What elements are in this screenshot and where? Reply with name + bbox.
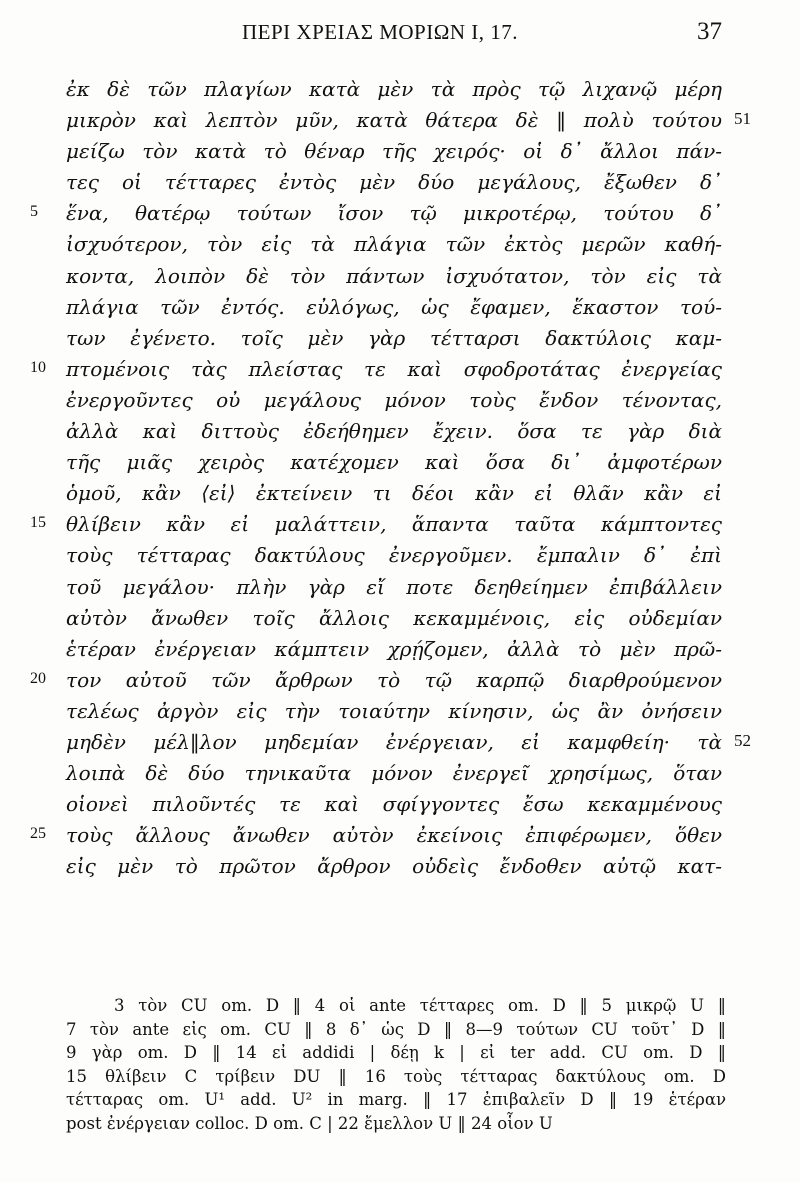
line-text: ἰσχυότερον, τὸν εἰς τὰ πλάγια τῶν ἐκτὸς μερῶν καθή- xyxy=(66,232,722,257)
line-text: μηδὲν μέλ‖λον μηδεμίαν ἐνέργειαν, εἰ καμφθείη· τὰ xyxy=(66,729,722,754)
text-line xyxy=(0,292,800,323)
text-line xyxy=(0,820,800,851)
text-line xyxy=(0,540,800,571)
line-text: τον αὐτοῦ τῶν ἄρθρων τὸ τῷ καρπῷ διαρθρούμενον xyxy=(66,667,722,692)
line-text: ὁμοῦ, κἂν ⟨εἰ⟩ ἐκτείνειν τι δέοι κἂν εἰ θλᾶν κἂν εἰ xyxy=(66,481,722,506)
text-line xyxy=(0,229,800,260)
apparatus-line: 15 θλίβειν C τρίβειν DU ‖ 16 τοὺς τέτταρας δακτύλους om. D xyxy=(66,1066,726,1086)
text-line xyxy=(0,354,800,385)
text-line xyxy=(0,665,800,696)
line-text: πλάγια τῶν ἐντός. εὐλόγως, ὡς ἔφαμεν, ἕκαστον τού- xyxy=(66,294,722,319)
line-number: 10 xyxy=(30,358,46,376)
line-text: ἐνεργοῦντες οὐ μεγάλους μόνον τοὺς ἔνδον τένοντας, xyxy=(66,387,722,412)
running-head xyxy=(0,18,800,48)
line-text: τοὺς τέτταρας δακτύλους ἐνεργοῦμεν. ἔμπαλιν δ᾿ ἐπὶ xyxy=(66,543,722,568)
text-line xyxy=(0,509,800,540)
text-line xyxy=(0,727,800,758)
line-text: μικρὸν καὶ λεπτὸν μῦν, κατὰ θάτερα δὲ ‖ πολὺ τούτου xyxy=(66,108,722,133)
line-text: ἐκ δὲ τῶν πλαγίων κατὰ μὲν τὰ πρὸς τῷ λιχανῷ μέρη xyxy=(66,77,722,101)
line-text: λοιπὰ δὲ δύο τηνικαῦτα μόνον ἐνεργεῖ χρησίμως, ὅταν xyxy=(66,761,722,786)
margin-reference-number: 51 xyxy=(734,109,751,129)
line-text: θλίβειν κἂν εἰ μαλάττειν, ἅπαντα ταῦτα κάμπτοντες xyxy=(66,512,722,537)
line-number: 20 xyxy=(30,669,46,687)
line-text: μείζω τὸν κατὰ τὸ θέναρ τῆς χειρός· οἱ δ᾿ ἄλλοι πάν- xyxy=(66,139,722,164)
line-text: τοὺς ἄλλους ἄνωθεν αὐτὸν ἐκείνοις ἐπιφέρωμεν, ὅθεν xyxy=(66,823,722,848)
page-number: 37 xyxy=(697,18,722,45)
line-text: τες οἱ τέτταρες ἐντὸς μὲν δύο μεγάλους, ἔξωθεν δ᾿ xyxy=(66,170,722,195)
apparatus-line: 7 τὸν ante εἰς om. CU ‖ 8 δ᾿ ὡς D ‖ 8—9 τούτων CU τοῦτ᾿ D ‖ xyxy=(66,1019,726,1039)
apparatus-line: post ἐνέργειαν colloc. D om. C | 22 ἔμελλον U ‖ 24 οἷον U xyxy=(66,1113,553,1133)
apparatus-line: 9 γὰρ om. D ‖ 14 εἰ addidi | δέῃ k | εἰ ter add. CU om. D ‖ xyxy=(66,1043,726,1062)
text-line xyxy=(0,105,800,136)
text-line xyxy=(0,416,800,447)
text-line xyxy=(0,572,800,603)
text-line xyxy=(0,603,800,634)
text-line xyxy=(0,198,800,229)
greek-text-body xyxy=(0,74,800,882)
line-number: 15 xyxy=(30,514,46,532)
text-line xyxy=(0,758,800,789)
text-line xyxy=(0,696,800,727)
line-text: εἰς μὲν τὸ πρῶτον ἄρθρον οὐδεὶς ἔνδοθεν αὐτῷ κατ- xyxy=(66,854,722,879)
line-text: κοντα, λοιπὸν δὲ τὸν πάντων ἰσχυότατον, τὸν εἰς τὰ xyxy=(66,263,722,288)
line-number: 25 xyxy=(30,825,46,843)
margin-reference-number: 52 xyxy=(734,730,751,750)
text-line xyxy=(0,74,800,105)
line-text: τοῦ μεγάλου· πλὴν γὰρ εἴ ποτε δεηθείημεν ἐπιβάλλειν xyxy=(66,574,722,599)
text-line xyxy=(0,323,800,354)
text-line xyxy=(0,136,800,167)
critical-apparatus xyxy=(66,994,726,1135)
line-text: πτομένοις τὰς πλείστας τε καὶ σφοδροτάτας ἐνεργείας xyxy=(66,356,722,381)
text-line xyxy=(0,851,800,882)
apparatus-line: τέτταρας om. U¹ add. U² in marg. ‖ 17 ἐπιβαλεῖν D ‖ 19 ἑτέραν xyxy=(66,1090,726,1109)
text-line xyxy=(0,261,800,292)
line-text: ἑτέραν ἐνέργειαν κάμπτειν χρῄζομεν, ἀλλὰ τὸ μὲν πρῶ- xyxy=(66,636,722,661)
text-line xyxy=(0,478,800,509)
line-text: ἕνα, θατέρῳ τούτων ἴσον τῷ μικροτέρῳ, τούτου δ᾿ xyxy=(66,201,722,226)
text-line xyxy=(0,385,800,416)
line-text: αὐτὸν ἄνωθεν τοῖς ἄλλοις κεκαμμένοις, εἰς οὐδεμίαν xyxy=(66,605,722,630)
text-line xyxy=(0,634,800,665)
text-line xyxy=(0,447,800,478)
line-text: των ἐγένετο. τοῖς μὲν γὰρ τέτταρσι δακτύλοις καμ- xyxy=(66,325,722,350)
line-text: οἱονεὶ πιλοῦντές τε καὶ σφίγγοντες ἔσω κεκαμμένους xyxy=(66,792,722,817)
text-line xyxy=(0,167,800,198)
running-title: ΠΕΡΙ ΧΡΕΙΑΣ ΜΟΡΙΩΝ Ι, 17. xyxy=(242,20,518,44)
line-text: τῆς μιᾶς χειρὸς κατέχομεν καὶ ὅσα δι᾿ ἀμφοτέρων xyxy=(66,450,722,475)
line-text: ἀλλὰ καὶ διττοὺς ἐδεήθημεν ἔχειν. ὅσα τε γὰρ διὰ xyxy=(66,419,722,444)
apparatus-line: 3 τὸν CU om. D ‖ 4 οἱ ante τέτταρες om. D ‖ 5 μικρῷ U ‖ xyxy=(114,996,726,1015)
line-number: 5 xyxy=(30,203,38,221)
text-line xyxy=(0,789,800,820)
line-text: τελέως ἀργὸν εἰς τὴν τοιαύτην κίνησιν, ὡς ἂν ὀνήσειν xyxy=(66,698,722,723)
